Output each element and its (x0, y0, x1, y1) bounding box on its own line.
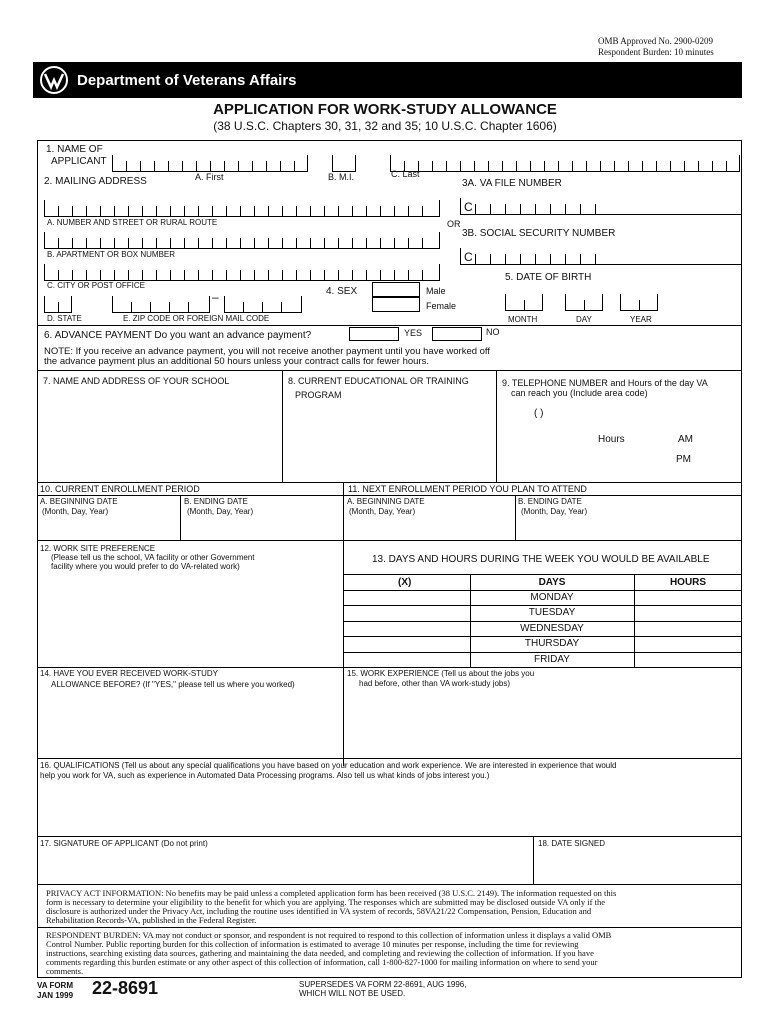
agency-name: Department of Veterans Affairs (77, 72, 297, 89)
school-label: 7. NAME AND ADDRESS OF YOUR SCHOOL (43, 376, 230, 386)
divider (343, 605, 742, 606)
no-label: NO (486, 327, 500, 337)
worksite-label-line2: (Please tell us the school, VA facility or other Government (51, 553, 255, 562)
col-x-header: (X) (398, 577, 412, 588)
pm-label: PM (676, 454, 691, 465)
qualifications-label-line2: help you work for VA, such as experience in Automated Data Processing programs. Also tell us what kinds of jobs interest you.) (40, 771, 490, 780)
current-begin-format: (Month, Day, Year) (42, 507, 109, 516)
zip-dash: – (212, 290, 219, 304)
burden-line1: RESPONDENT BURDEN: VA may not conduct or sponsor, and respondent is not required to respond to this collection of information unless it displays a valid OMB (46, 930, 612, 940)
divider (180, 495, 181, 540)
zip-plus4-input[interactable] (224, 296, 302, 313)
current-begin-label: A. BEGINNING DATE (40, 497, 118, 506)
burden-line3: instructions, searching existing data sources, gathering and maintaining the data needed, and completing and reviewing the collection of information. If you have (46, 948, 594, 958)
divider (37, 540, 742, 541)
mailing-address-label: 2. MAILING ADDRESS (44, 176, 147, 187)
signature-label: 17. SIGNATURE OF APPLICANT (Do not print) (40, 839, 208, 848)
ever-received-label-line1: 14. HAVE YOU EVER RECEIVED WORK-STUDY (40, 669, 218, 678)
state-label: D. STATE (47, 314, 82, 323)
divider (343, 621, 742, 622)
day-label: DAY (576, 315, 592, 324)
yes-label: YES (404, 328, 423, 338)
current-end-label: B. ENDING DATE (184, 497, 248, 506)
telephone-label-line2: can reach you (Include area code) (511, 388, 648, 398)
day-row-label: TUESDAY (528, 607, 576, 618)
advance-note-line1: NOTE: If you receive an advance payment, you will not receive another payment until you have worked off (44, 346, 491, 357)
year-label: YEAR (630, 315, 652, 324)
va-file-number-input[interactable] (460, 198, 742, 215)
divider (515, 495, 516, 540)
divider (37, 495, 742, 496)
next-begin-label: A. BEGINNING DATE (347, 497, 425, 506)
advance-no-checkbox[interactable] (432, 327, 482, 341)
divider (343, 574, 742, 575)
divider (37, 836, 742, 837)
qualifications-label-line1: 16. QUALIFICATIONS (Tell us about any special qualifications you have based on your education and work experience. We are interested in experience that would (40, 761, 617, 770)
city-label: C. CITY OR POST OFFICE (47, 281, 145, 290)
last-label: C. Last (391, 169, 420, 179)
applicant-label: APPLICANT (51, 156, 107, 167)
ssn-prefix: C (464, 250, 473, 264)
date-signed-label: 18. DATE SIGNED (538, 839, 605, 848)
supersedes-line1: SUPERSEDES VA FORM 22-8691, AUG 1996, (299, 980, 467, 989)
apartment-input[interactable] (44, 232, 440, 249)
first-name-input[interactable] (112, 155, 308, 172)
omb-number: OMB Approved No. 2900-0209 (598, 36, 713, 46)
privacy-line1: PRIVACY ACT INFORMATION: No benefits may be paid unless a completed application form has been received (38 U.S.C. 2149). The information requested on this (46, 888, 617, 898)
street-input[interactable] (44, 200, 440, 217)
form-subtitle: (38 U.S.C. Chapters 30, 31, 32 and 35; 10 U.S.C. Chapter 1606) (213, 119, 557, 133)
va-form-label: VA FORM (37, 981, 73, 990)
first-label: A. First (195, 172, 224, 182)
availability-label: 13. DAYS AND HOURS DURING THE WEEK YOU WOULD BE AVAILABLE (372, 554, 710, 565)
mi-label: B. M.I. (328, 172, 355, 182)
advance-payment-label: 6. ADVANCE PAYMENT Do you want an advance payment? (44, 330, 312, 341)
dob-day-input[interactable] (565, 294, 603, 311)
female-checkbox[interactable] (372, 297, 420, 312)
female-label: Female (426, 301, 457, 311)
worksite-label-line3: facility where you would prefer to do VA-related work) (51, 562, 240, 571)
name-label: 1. NAME OF (46, 144, 103, 155)
form-date: JAN 1999 (37, 991, 74, 1000)
city-input[interactable] (44, 264, 440, 281)
respondent-burden: Respondent Burden: 10 minutes (598, 47, 714, 57)
divider (37, 927, 742, 928)
or-label: OR (447, 219, 461, 229)
divider (343, 482, 344, 540)
work-experience-label-line1: 15. WORK EXPERIENCE (Tell us about the jobs you (347, 669, 535, 678)
zip-label: E. ZIP CODE OR FOREIGN MAIL CODE (123, 314, 270, 323)
privacy-line2: form is necessary to determine your eligibility to the benefit for which you are applying. The responses which are submitted may be disclosed outside VA only if the (46, 897, 605, 907)
day-row-label: MONDAY (530, 592, 574, 603)
advance-yes-checkbox[interactable] (349, 327, 399, 341)
next-begin-format: (Month, Day, Year) (349, 507, 416, 516)
divider (496, 370, 497, 482)
ever-received-label-line2: ALLOWANCE BEFORE? (If "YES," please tell us where you worked) (51, 680, 295, 689)
day-row-label: FRIDAY (534, 654, 570, 665)
current-enrollment-label: 10. CURRENT ENROLLMENT PERIOD (40, 484, 200, 494)
middle-initial-input[interactable] (332, 155, 356, 172)
sex-label: 4. SEX (326, 286, 358, 297)
divider (37, 667, 742, 668)
male-checkbox[interactable] (372, 282, 420, 297)
divider (37, 884, 742, 885)
next-end-format: (Month, Day, Year) (521, 507, 588, 516)
va-file-prefix: C (464, 200, 473, 214)
burden-line5: comments. (46, 966, 84, 976)
burden-line2: Control Number. Public reporting burden for this collection of information is estimated to average 10 minutes per response, including the time for reviewing (46, 939, 579, 949)
form-number: 22-8691 (92, 978, 159, 998)
advance-note-line2: the advance payment plus an additional 50 hours unless your contract calls for fewer hours. (44, 356, 429, 367)
va-seal-icon (39, 66, 69, 94)
apartment-label: B. APARTMENT OR BOX NUMBER (47, 250, 176, 259)
divider (343, 590, 742, 591)
privacy-line3: disclosure is authorized under the Privacy Act, including the routine uses identified in VA system of records, 58VA21/22 Compensation, Pension, Education and (46, 906, 592, 916)
supersedes-line2: WHICH WILL NOT BE USED. (299, 989, 406, 998)
divider (343, 636, 742, 637)
divider (282, 370, 283, 482)
street-label: A. NUMBER AND STREET OR RURAL ROUTE (47, 218, 218, 227)
burden-line4: comments regarding this burden estimate or any other aspect of this collection of information, call 1-800-827-1000 for mailing information on where to send your (46, 957, 598, 967)
dob-year-input[interactable] (620, 294, 658, 311)
program-label-line1: 8. CURRENT EDUCATIONAL OR TRAINING (288, 376, 469, 386)
program-label-line2: PROGRAM (295, 390, 342, 400)
col-days-header: DAYS (538, 577, 566, 588)
male-label: Male (426, 286, 446, 296)
last-name-input[interactable] (390, 155, 740, 172)
ssn-label: 3B. SOCIAL SECURITY NUMBER (462, 228, 616, 239)
current-end-format: (Month, Day, Year) (187, 507, 254, 516)
next-enrollment-label: 11. NEXT ENROLLMENT PERIOD YOU PLAN TO ATTEND (348, 484, 587, 494)
divider (343, 652, 742, 653)
telephone-label-line1: 9. TELEPHONE NUMBER and Hours of the day VA (502, 378, 708, 388)
am-label: AM (678, 434, 693, 445)
next-end-label: B. ENDING DATE (518, 497, 582, 506)
day-row-label: THURSDAY (524, 638, 580, 649)
zip-input[interactable] (112, 296, 210, 313)
divider (37, 370, 742, 371)
privacy-line4: Rehabilitation Records-VA, published in the Federal Register. (46, 915, 257, 925)
divider (37, 482, 742, 483)
col-hours-header: HOURS (669, 577, 707, 588)
dob-label: 5. DATE OF BIRTH (505, 272, 592, 283)
work-experience-label-line2: had before, other than VA work-study jobs) (359, 679, 511, 688)
hours-label: Hours (598, 434, 625, 445)
ssn-input[interactable] (460, 248, 742, 265)
state-input[interactable] (44, 296, 72, 313)
header-bar (33, 62, 742, 98)
divider (533, 836, 534, 884)
worksite-label-line1: 12. WORK SITE PREFERENCE (40, 544, 156, 553)
month-label: MONTH (508, 315, 538, 324)
area-code-parens: ( ) (534, 408, 544, 419)
day-row-label: WEDNESDAY (520, 623, 584, 634)
dob-month-input[interactable] (505, 294, 543, 311)
divider (37, 758, 742, 759)
form-title: APPLICATION FOR WORK-STUDY ALLOWANCE (213, 101, 557, 118)
va-file-label: 3A. VA FILE NUMBER (462, 178, 562, 189)
divider (37, 325, 742, 326)
